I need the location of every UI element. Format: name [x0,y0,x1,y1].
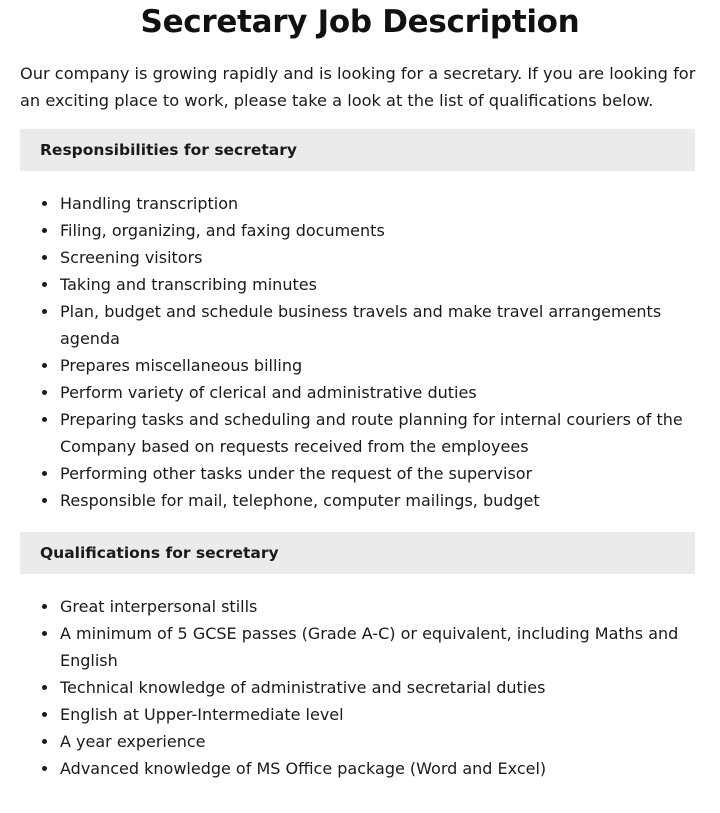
page-title: Secretary Job Description [140,4,580,40]
list-item: English at Upper-Intermediate level [40,701,700,728]
list-item: Screening visitors [40,244,700,271]
qualifications-heading: Qualifications for secretary [20,532,695,574]
list-item: Performing other tasks under the request of the supervisor [40,460,700,487]
list-item: Preparing tasks and scheduling and route planning for internal couriers of the Company based on requests received from the employees [40,406,700,460]
list-item: Filing, organizing, and faxing documents [40,217,700,244]
list-item: Perform variety of clerical and administrative duties [40,379,700,406]
list-item: Responsible for mail, telephone, computer mailings, budget [40,487,700,514]
list-item: Handling transcription [40,190,700,217]
responsibilities-heading: Responsibilities for secretary [20,129,695,171]
list-item: Great interpersonal stills [40,593,700,620]
list-item: Technical knowledge of administrative and secretarial duties [40,674,700,701]
list-item: Prepares miscellaneous billing [40,352,700,379]
list-item: Plan, budget and schedule business travels and make travel arrangements agenda [40,298,700,352]
list-item: Taking and transcribing minutes [40,271,700,298]
list-item: A year experience [40,728,700,755]
list-item: Advanced knowledge of MS Office package (Word and Excel) [40,755,700,782]
responsibilities-list [40,190,700,514]
intro-paragraph: Our company is growing rapidly and is looking for a secretary. If you are looking for an exciting place to work, please take a look at the list of qualifications below. [20,64,696,110]
list-item: A minimum of 5 GCSE passes (Grade A-C) or equivalent, including Maths and English [40,620,700,674]
qualifications-list [40,593,700,782]
